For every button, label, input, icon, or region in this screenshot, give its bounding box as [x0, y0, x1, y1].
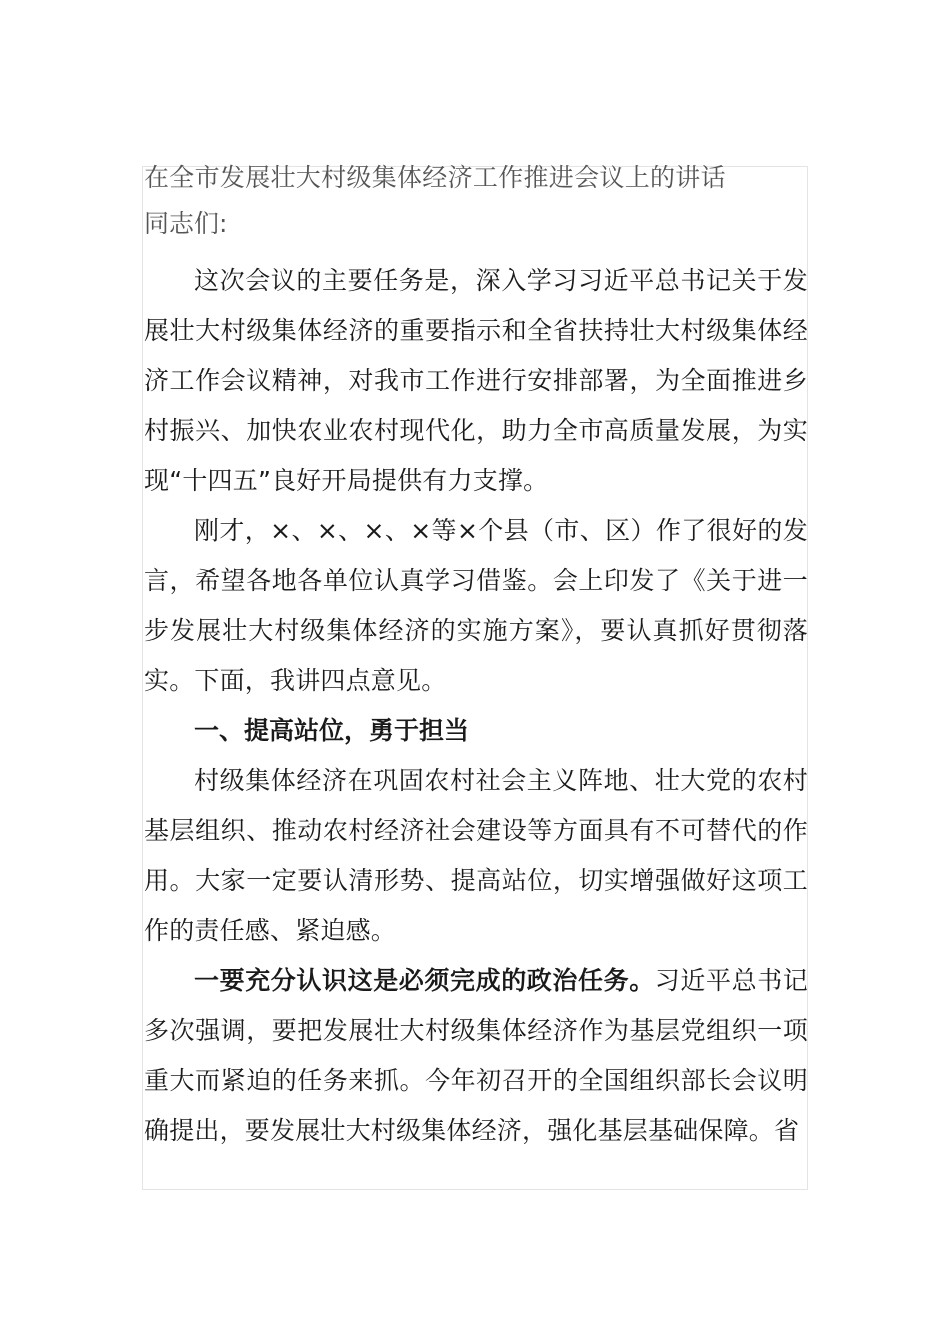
paragraph-body: 习近平总书记多次强调，要把发展壮大村级集体经济作为基层党组织一项重大而紧迫的任务来抓。今年初召开的全国组织部长会议明确提出，要发展壮大村级集体经济，强化基层基础保障。省 [144, 966, 808, 1145]
paragraph-speakers: 刚才，×、×、×、×等×个县（市、区）作了很好的发言，希望各地各单位认真学习借鉴。会上印发了《关于进一步发展壮大村级集体经济的实施方案》，要认真抓好贯彻落实。下面，我讲四点意见。 [144, 516, 808, 695]
paragraph-lead: 一要充分认识这是必须完成的政治任务。 [194, 966, 655, 995]
paragraph-political-task [144, 956, 808, 1156]
document-body [144, 156, 808, 1156]
paragraph-section1: 村级集体经济在巩固农村社会主义阵地、壮大党的农村基层组织、推动农村经济社会建设等方面具有不可替代的作用。大家一定要认清形势、提高站位，切实增强做好这项工作的责任感、紧迫感。 [144, 766, 808, 945]
document-title: 在全市发展壮大村级集体经济工作推进会议上的讲话 [144, 163, 726, 192]
salutation: 同志们: [144, 209, 228, 238]
section-heading-1: 一、提高站位，勇于担当 [194, 716, 470, 745]
paragraph-intro: 这次会议的主要任务是，深入学习习近平总书记关于发展壮大村级集体经济的重要指示和全省扶持壮大村级集体经济工作会议精神，对我市工作进行安排部署，为全面推进乡村振兴、加快农业农村现代化，助力全市高质量发展，为实现“十四五”良好开局提供有力支撑。 [144, 266, 808, 495]
